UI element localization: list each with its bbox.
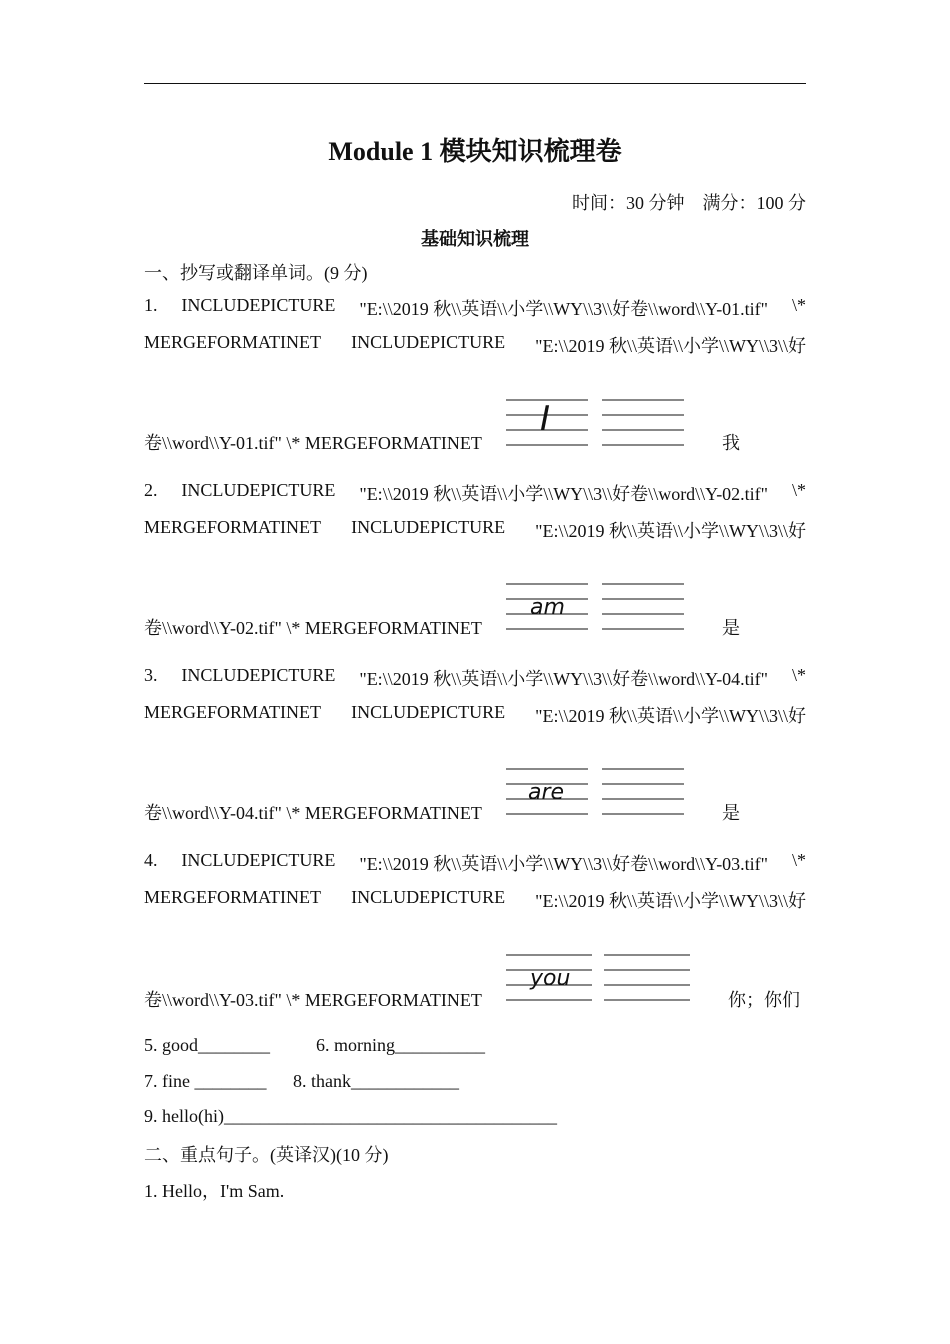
item-4-word: you xyxy=(530,966,571,991)
item-1-word: I xyxy=(540,399,551,439)
item-3-line1: 3. INCLUDEPICTURE "E:\\2019 秋\\英语\\小学\\WY\\3\\好卷\\word\\Y-04.tif" \* xyxy=(144,665,806,689)
page-title: Module 1 模块知识梳理卷 xyxy=(328,137,622,166)
item-2-meaning: 是 xyxy=(722,618,740,638)
item-4-line2: MERGEFORMATINET INCLUDEPICTURE "E:\\2019 秋\\英语\\小学\\WY\\3\\好 xyxy=(144,887,806,911)
item-1-writing-lines xyxy=(506,394,686,450)
item-3-line2: MERGEFORMATINET INCLUDEPICTURE "E:\\2019 秋\\英语\\小学\\WY\\3\\好 xyxy=(144,702,806,726)
item-2-writing-lines xyxy=(506,578,686,634)
time-info: 时间：30 分钟 满分：100 分 xyxy=(572,193,806,213)
part2-heading: 二、重点句子。(英译汉)(10 分) xyxy=(144,1145,389,1165)
item-5: 5. good________ xyxy=(144,1035,270,1055)
item-3-word: are xyxy=(528,780,565,805)
item-4-meaning: 你；你们 xyxy=(728,990,800,1010)
item-6: 6. morning__________ xyxy=(316,1035,485,1055)
item-4-writing-lines xyxy=(506,949,696,1005)
item-2-line2: MERGEFORMATINET INCLUDEPICTURE "E:\\2019 秋\\英语\\小学\\WY\\3\\好 xyxy=(144,517,806,541)
item-2-line1: 2. INCLUDEPICTURE "E:\\2019 秋\\英语\\小学\\WY\\3\\好卷\\word\\Y-02.tif" \* xyxy=(144,480,806,504)
part1-heading: 一、抄写或翻译单词。(9 分) xyxy=(144,263,368,283)
item-3-writing-lines xyxy=(506,763,686,819)
part2-item-1: 1. Hello，I'm Sam. xyxy=(144,1181,285,1201)
item-1-meaning: 我 xyxy=(722,433,740,453)
item-8: 8. thank____________ xyxy=(293,1071,459,1091)
item-2-line3: 卷\\word\\Y-02.tif" \* MERGEFORMATINET xyxy=(144,618,482,638)
item-1-line3: 卷\\word\\Y-01.tif" \* MERGEFORMATINET xyxy=(144,433,482,453)
item-3-meaning: 是 xyxy=(722,803,740,823)
item-4-line3: 卷\\word\\Y-03.tif" \* MERGEFORMATINET xyxy=(144,990,482,1010)
top-rule xyxy=(144,83,806,84)
item-2-word: am xyxy=(530,595,565,620)
item-1-line1: 1. INCLUDEPICTURE "E:\\2019 秋\\英语\\小学\\WY\\3\\好卷\\word\\Y-01.tif" \* xyxy=(144,295,806,319)
item-1-line2: MERGEFORMATINET INCLUDEPICTURE "E:\\2019 秋\\英语\\小学\\WY\\3\\好 xyxy=(144,332,806,356)
section-title: 基础知识梳理 xyxy=(421,229,529,249)
item-7: 7. fine ________ xyxy=(144,1071,267,1091)
item-4-line1: 4. INCLUDEPICTURE "E:\\2019 秋\\英语\\小学\\WY\\3\\好卷\\word\\Y-03.tif" \* xyxy=(144,850,806,874)
item-3-line3: 卷\\word\\Y-04.tif" \* MERGEFORMATINET xyxy=(144,803,482,823)
item-9: 9. hello(hi)_____________________________________ xyxy=(144,1106,557,1126)
